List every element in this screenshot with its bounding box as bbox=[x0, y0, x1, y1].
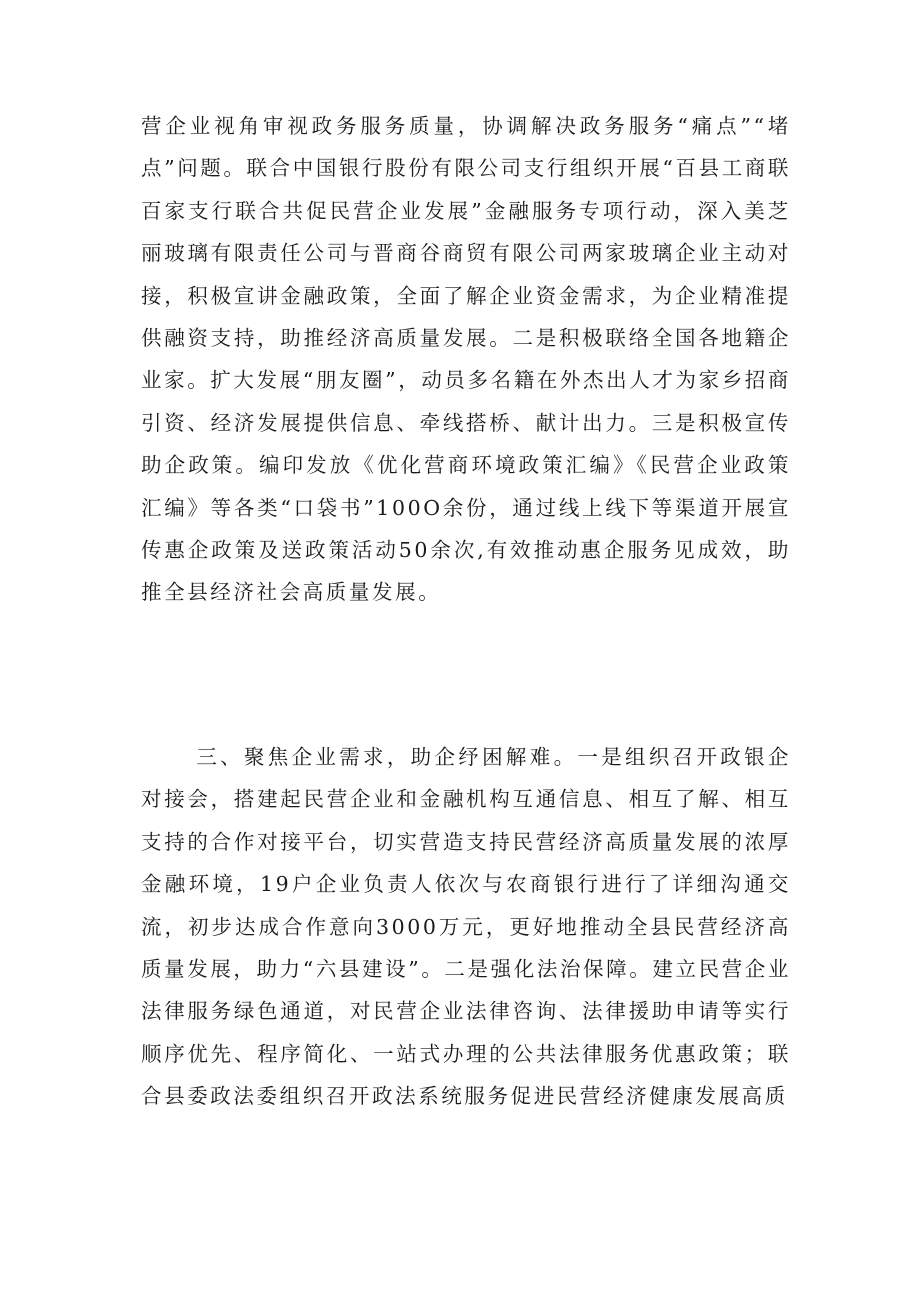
paragraph-section-three: 三、聚焦企业需求，助企纾困解难。一是组织召开政银企对接会，搭建起民营企业和金融机构互通信息、相互了解、相互支持的合作对接平台，切实营造支持民营经济高质量发展的浓厚金融环境，19户企业负责人依次与农商银行进行了详细沟通交流，初步达成合作意向3000万元，更好地推动全县民营经济高质量发展，助力“六县建设”。二是强化法治保障。建立民营企业法律服务绿色通道，对民营企业法律咨询、法律援助申请等实行顺序优先、程序简化、一站式办理的公共法律服务优惠政策；联合县委政法委组织召开政法系统服务促进民营经济健康发展高质 bbox=[141, 745, 791, 1109]
paragraph-continuation: 营企业视角审视政务服务质量，协调解决政务服务“痛点”“堵点”问题。联合中国银行股份有限公司支行组织开展“百县工商联百家支行联合共促民营企业发展”金融服务专项行动，深入美芝丽玻璃有限责任公司与晋商谷商贸有限公司两家玻璃企业主动对接，积极宣讲金融政策，全面了解企业资金需求，为企业精准提供融资支持，助推经济高质量发展。二是积极联络全国各地籍企业家。扩大发展“朋友圈”，动员多名籍在外杰出人才为家乡招商引资、经济发展提供信息、牵线搭桥、献计出力。三是积极宣传助企政策。编印发放《优化营商环境政策汇编》《民营企业政策汇编》等各类“口袋书”100O余份，通过线上线下等渠道开展宣传惠企政策及送政策活动50余次,有效推动惠企服务见成效，助推全县经济社会高质量发展。 bbox=[141, 114, 791, 605]
